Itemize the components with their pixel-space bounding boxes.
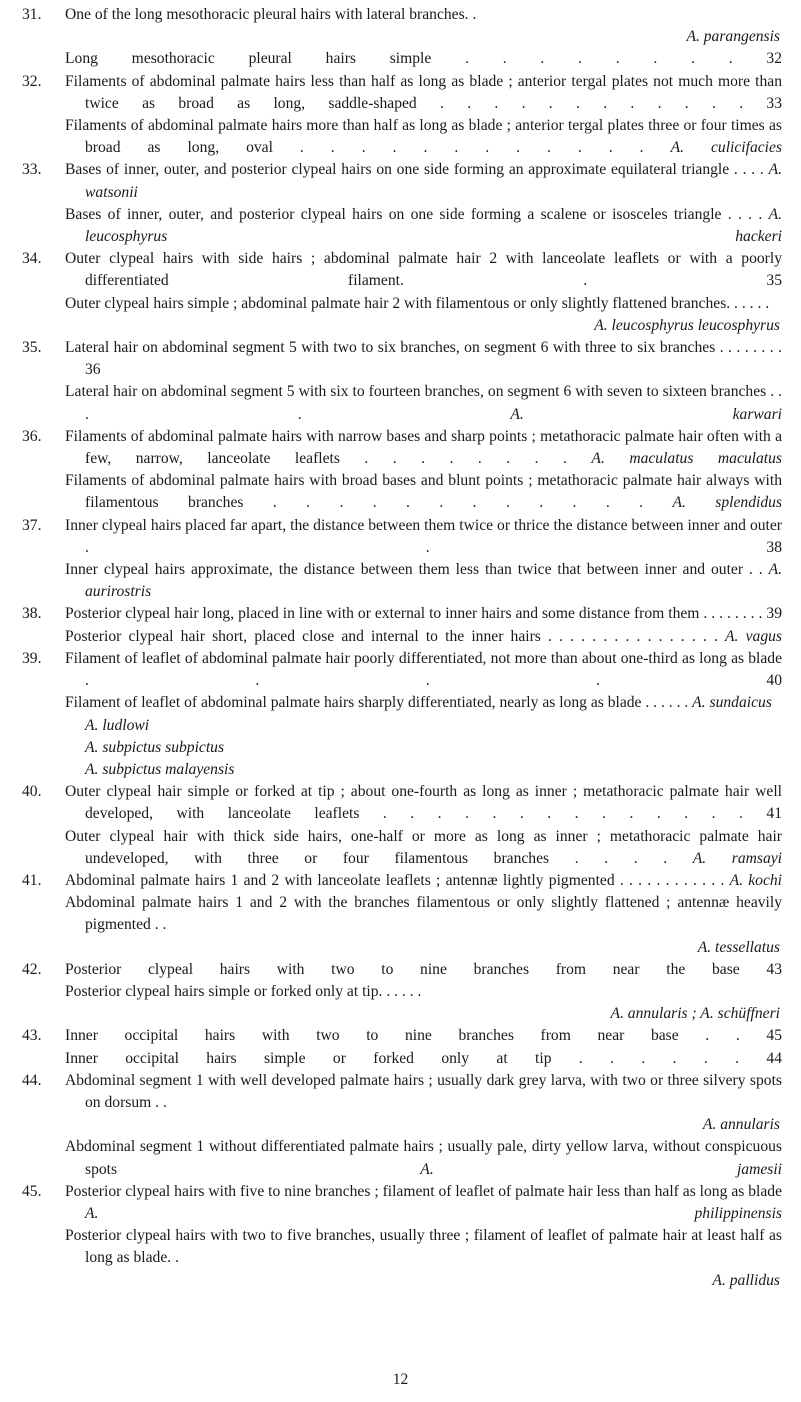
key-lead-first: Filaments of abdominal palmate hairs less than half as long as blade ; anterior tergal plates not much more than twice as broad as long, saddle-shaped . . . . . . . . . . . . 33 [65,72,782,112]
species-name: A. karwari [510,405,782,423]
key-lead-first: One of the long mesothoracic pleural hairs with lateral branches. . [65,6,477,23]
couplet-number: 31. [22,6,42,23]
key-couplet [22,515,782,604]
species-name: A. kochi [729,871,782,889]
couplet-number: 39. [22,649,42,667]
species-name: A. jamesii [420,1160,782,1178]
couplet-number: 41. [22,871,42,889]
key-lead-alternative: Filaments of abdominal palmate hairs more than half as long as blade ; anterior tergal plates three or four times as broad as long, oval . . . . . . . . . . . . A. culicifacies [65,117,782,157]
key-lead-first: Inner clypeal hairs placed far apart, the distance between them twice or thrice the distance between inner and outer . . 38 [65,516,782,556]
key-lead-alternative: Bases of inner, outer, and posterior clypeal hairs on one side forming a scalene or isosceles triangle . . . . A. leucosphyrus hackeri [65,205,782,246]
species-name: A. vagus [725,627,782,645]
key-lead-alternative: Inner clypeal hairs approximate, the distance between them less than twice that between inner and outer . . A. aurirostris [65,561,782,601]
species-name: A. subpictus subpictus [85,738,225,756]
species-name: A. watsonii [85,161,782,201]
species-name: A. aurirostris [85,561,782,601]
species-name: A. annularis ; A. schüffneri [610,1005,780,1023]
key-lead-first: Outer clypeal hair simple or forked at tip ; about one-fourth as long as inner ; metathoracic palmate hair well developed, with lanceolate leaflets . . . . . . . . . . . . . . 41 [65,783,782,823]
species-name: A. splendidus [672,494,783,512]
key-couplet [22,603,782,647]
species-name: A. ramsayi [692,849,782,867]
couplet-number: 45. [22,1182,42,1200]
couplet-number: 34. [22,250,42,268]
key-couplet [22,870,782,959]
key-lead-first: Posterior clypeal hairs with five to nine branches ; filament of leaflet of palmate hair less than half as long as blade A. philippinensis [65,1182,782,1222]
key-couplet [22,4,782,71]
species-name: A. pallidus [712,1271,780,1289]
key-couplet [22,248,782,337]
couplet-number: 38. [22,605,42,623]
key-lead-alternative: Long mesothoracic pleural hairs simple . . . . . . . . 32 [65,50,782,68]
couplet-number: 33. [22,161,42,179]
key-couplet [22,426,782,515]
key-couplet [22,337,782,426]
key-lead-first: Inner occipital hairs with two to nine branches from near base . . 45 [65,1027,782,1045]
page-number: 12 [392,1371,409,1388]
key-lead-first: Filaments of abdominal palmate hairs with narrow bases and sharp points ; metathoracic palmate hair often with a few, narrow, lanceolate leaflets . . . . . . . . A. maculatus maculatus [65,427,783,468]
key-lead-alternative: Lateral hair on abdominal segment 5 with six to fourteen branches, on segment 6 with seven to sixteen branches . . . . A. karwari [65,383,782,423]
species-name: A. sundaicus [692,694,772,712]
key-couplet [22,1070,782,1181]
couplet-number: 42. [22,960,42,978]
key-lead-first: Abdominal palmate hairs 1 and 2 with lanceolate leaflets ; antennæ lightly pigmented . . . . . . . . . . . . A. kochi [65,871,782,889]
key-lead-alternative: Posterior clypeal hairs with two to five branches, usually three ; filament of leaflet of palmate hair at least half as long as blade. . [65,1227,782,1267]
key-lead-first: Posterior clypeal hair long, placed in line with or external to inner hairs and some distance from them . . . . . . . . 39 [65,605,782,623]
couplet-number: 36. [22,427,42,445]
key-lead-alternative: Filaments of abdominal palmate hairs with broad bases and blunt points ; metathoracic palmate hair always with filamentous branches . . . . . . . . . . . . A. splendidus [65,472,783,512]
key-lead-first: Posterior clypeal hairs with two to nine branches from near the base 43 [65,960,782,978]
species-name: A. leucosphyrus hackeri [85,205,782,246]
key-couplet [22,159,782,248]
key-lead-alternative: Abdominal segment 1 without differentiated palmate hairs ; usually pale, dirty yellow larva, without conspicuous spots A. jamesii [65,1138,782,1178]
couplet-number: 44. [22,1071,42,1089]
couplet-number: 40. [22,783,42,801]
key-couplet [22,1025,782,1069]
species-name: A. tessellatus [697,938,780,956]
key-couplet [22,1181,782,1292]
key-lead-first: Lateral hair on abdominal segment 5 with two to six branches, on segment 6 with three to six branches . . . . . . . . 36 [65,339,782,379]
key-lead-first: Outer clypeal hairs with side hairs ; abdominal palmate hair 2 with lanceolate leaflets or with a poorly differentiated filament. . 35 [65,250,782,290]
key-lead-first: Filament of leaflet of abdominal palmate hair poorly differentiated, not more than about one-third as long as blade . . . . 40 [65,649,782,690]
key-lead-alternative: Outer clypeal hairs simple ; abdominal palmate hair 2 with filamentous or only slightly flattened branches. . . . . . [65,294,770,312]
couplet-number: 35. [22,339,42,357]
key-lead-alternative: Outer clypeal hair with thick side hairs, one-half or more as long as inner ; metathoracic palmate hair undeveloped, with three or four filamentous branches . . . . A. ramsayi [65,827,782,867]
key-lead-first: Abdominal segment 1 with well developed palmate hairs ; usually dark grey larva, with two or three silvery spots on dorsum . . [65,1071,782,1111]
species-name: A. maculatus maculatus [591,450,783,468]
key-lead-alternative: Posterior clypeal hair short, placed close and internal to the inner hairs . . . . . . . . . . . . . . . . A. vagus [65,627,782,645]
key-couplet [22,71,782,160]
species-name: A. annularis [702,1116,780,1134]
couplet-number: 37. [22,516,42,534]
key-lead-alternative: Posterior clypeal hairs simple or forked only at tip. . . . . . [65,982,422,1000]
species-name: A. leucosphyrus leucosphyrus [594,316,780,334]
species-name: A. culicifacies [670,139,782,157]
key-lead-alternative: Filament of leaflet of abdominal palmate hairs sharply differentiated, nearly as long as blade . . . . . . A. sundaicus [65,694,772,712]
species-name: A. parangensis [686,28,780,46]
identification-key [22,4,782,1292]
species-name: A. ludlowi [85,716,150,734]
key-lead-alternative: Inner occipital hairs simple or forked only at tip . . . . . . 44 [65,1049,782,1067]
couplet-number: 32. [22,72,42,90]
key-couplet [22,959,782,1026]
key-page [22,4,782,1292]
key-couplet [22,781,782,870]
species-name: A. subpictus malayensis [85,760,235,778]
key-lead-first: Bases of inner, outer, and posterior clypeal hairs on one side forming an approximate equilateral triangle . . . . A. watsonii [65,161,782,201]
key-lead-alternative: Abdominal palmate hairs 1 and 2 with the branches filamentous or only slightly flattened ; antennæ heavily pigmented . . [65,894,782,934]
species-name: A. philippinensis [85,1204,782,1222]
couplet-number: 43. [22,1027,42,1045]
key-couplet [22,648,782,781]
